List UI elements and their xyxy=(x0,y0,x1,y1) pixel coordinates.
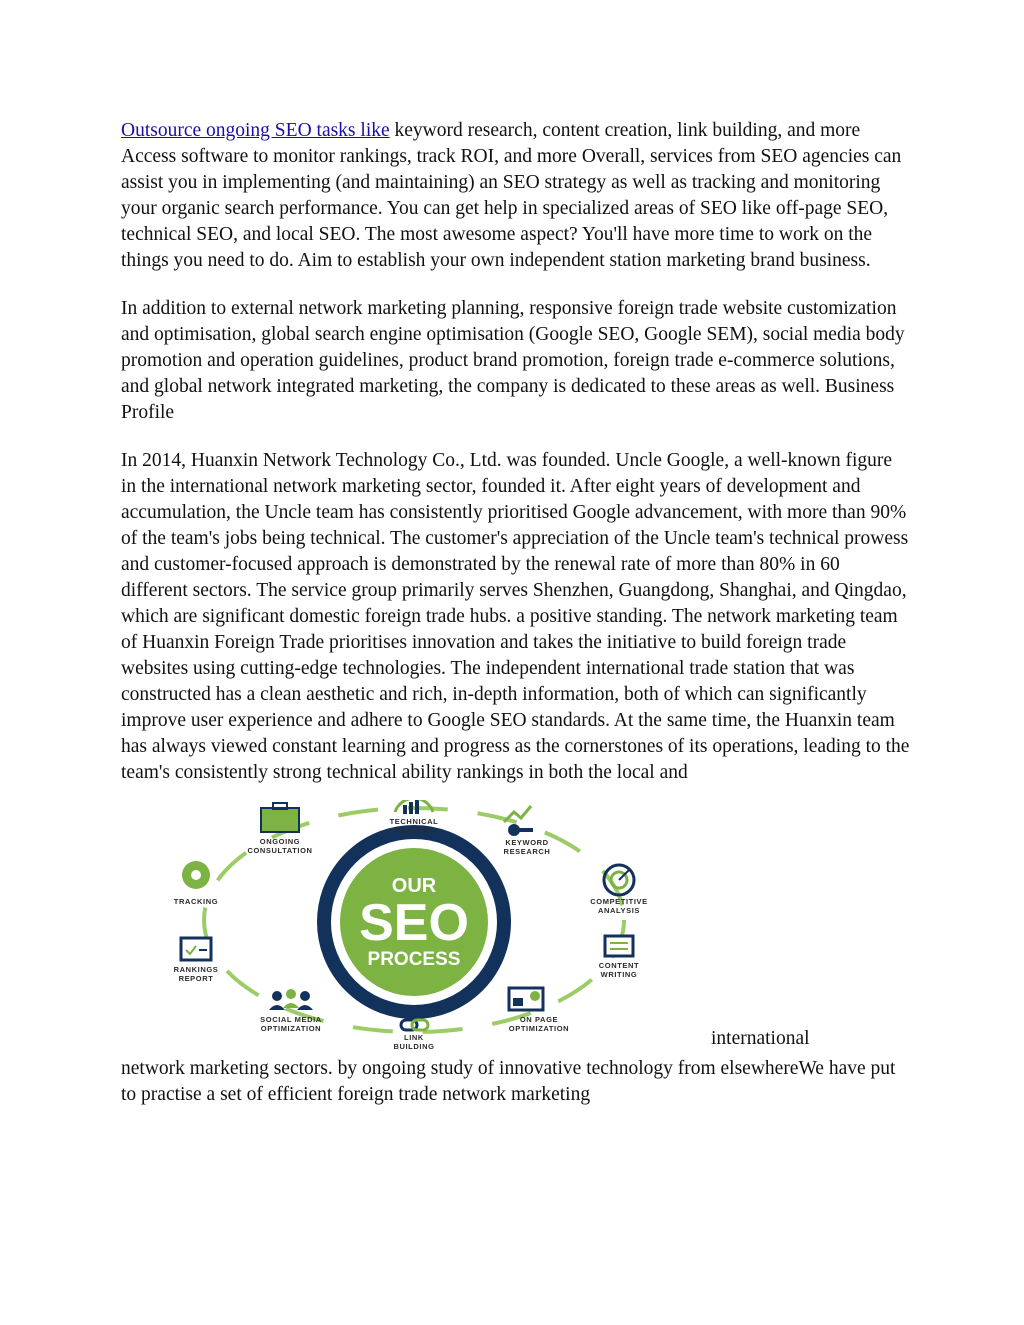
step-rankings-report xyxy=(174,938,219,983)
paragraph-company-profile: In 2014, Huanxin Network Technology Co., Ltd. was founded. Uncle Google, a well-known figure in the international network marketing sector, founded it. After eight years of development and accumulation, the Uncle team has consistently prioritised Google advancement, with more than 90% of the team's jobs being technical. The customer's appreciation of the Uncle team's technical prowess and customer-focused approach is demonstrated by the renewal rate of more than 80% in 60 different sectors. The service group primarily serves Shenzhen, Guangdong, Shanghai, and Qingdao, which are significant domestic foreign trade hubs. a positive standing. The network marketing team of Huanxin Foreign Trade prioritises innovation and takes the initiative to build foreign trade websites using cutting-edge technologies. The independent international trade station that was constructed has a clean aesthetic and rich, in-depth information, both of which can significantly improve user experience and adhere to Google SEO standards. At the same time, the Huanxin team has always viewed constant learning and progress as the cornerstones of its operations, leading to the team's consistently strong technical ability rankings in both the local and xyxy=(121,450,910,783)
step-competitive-analysis xyxy=(590,865,647,915)
paragraph-intro xyxy=(121,118,911,274)
paragraph-services: In addition to external network marketing planning, responsive foreign trade website customization and optimisation, global search engine optimisation (Google SEO, Google SEM), social media body promotion and operation guidelines, product brand promotion, foreign trade e-commerce solutions, and global network integrated marketing, the company is dedicated to these areas as well. Business Profile xyxy=(121,298,905,423)
svg-text:OPTIMIZATION: OPTIMIZATION xyxy=(508,1024,570,1033)
document-page xyxy=(121,118,911,1108)
svg-text:COMPETITIVE: COMPETITIVE xyxy=(590,897,648,906)
browser-gear-icon xyxy=(509,988,543,1010)
center-title-our: OUR xyxy=(391,875,437,897)
svg-text:CONSULTATION: CONSULTATION xyxy=(247,846,313,855)
document-icon xyxy=(605,936,633,956)
step-technical-analysis xyxy=(390,800,439,835)
outsource-seo-link[interactable]: Outsource ongoing SEO tasks like xyxy=(121,120,390,141)
svg-text:LINK: LINK xyxy=(404,1033,424,1042)
step-content-writing xyxy=(599,936,639,979)
chain-link-icon xyxy=(401,1020,428,1030)
svg-text:TECHNICAL: TECHNICAL xyxy=(389,817,439,826)
svg-text:REPORT: REPORT xyxy=(178,974,214,983)
svg-text:BUILDING: BUILDING xyxy=(393,1042,435,1050)
svg-text:KEYWORD: KEYWORD xyxy=(505,838,549,847)
step-keyword-research xyxy=(504,806,551,856)
step-link-building xyxy=(393,1020,434,1050)
paragraph-intro-text: keyword research, content creation, link building, and more Access software to monitor rankings, track ROI, and more Overall, services from SEO agencies can assist you in implementing (and maintaining) an SEO strategy as well as tracking and monitoring your organic search performance. You can get help in specialized areas of SEO like off-page SEO, technical SEO, and local SEO. The most awesome aspect? You'll have more time to work on the things you need to do. Aim to establish your own independent station marketing brand business. xyxy=(121,120,902,271)
svg-text:TRACKING: TRACKING xyxy=(173,897,219,906)
paragraph-continuation: network marketing sectors. by ongoing study of innovative technology from elsewhereWe have put to practise a set of efficient foreign trade network marketing xyxy=(121,1058,896,1105)
svg-text:OPTIMIZATION: OPTIMIZATION xyxy=(260,1024,322,1033)
svg-text:WRITING: WRITING xyxy=(600,970,638,979)
briefcase-icon xyxy=(261,803,299,832)
seo-process-diagram xyxy=(159,800,699,1050)
svg-text:ANALYSIS: ANALYSIS xyxy=(392,826,436,835)
location-pin-icon xyxy=(182,861,210,889)
figure-trailing-text: international xyxy=(711,1028,810,1049)
svg-text:RESEARCH: RESEARCH xyxy=(503,847,551,856)
center-title-seo: SEO xyxy=(359,894,469,952)
step-on-page-optimization xyxy=(509,988,569,1033)
step-tracking xyxy=(174,861,218,906)
svg-text:RANKINGS: RANKINGS xyxy=(173,965,219,974)
svg-text:ANALYSIS: ANALYSIS xyxy=(597,906,641,915)
svg-text:ONGOING: ONGOING xyxy=(259,837,301,846)
svg-text:SOCIAL MEDIA: SOCIAL MEDIA xyxy=(260,1015,322,1024)
report-checklist-icon xyxy=(181,938,211,960)
svg-text:CONTENT: CONTENT xyxy=(598,961,640,970)
step-ongoing-consultation xyxy=(247,803,312,855)
center-title-process: PROCESS xyxy=(367,949,461,970)
svg-text:ON PAGE: ON PAGE xyxy=(519,1015,559,1024)
people-group-icon xyxy=(269,989,313,1010)
figure-row xyxy=(121,800,911,1056)
